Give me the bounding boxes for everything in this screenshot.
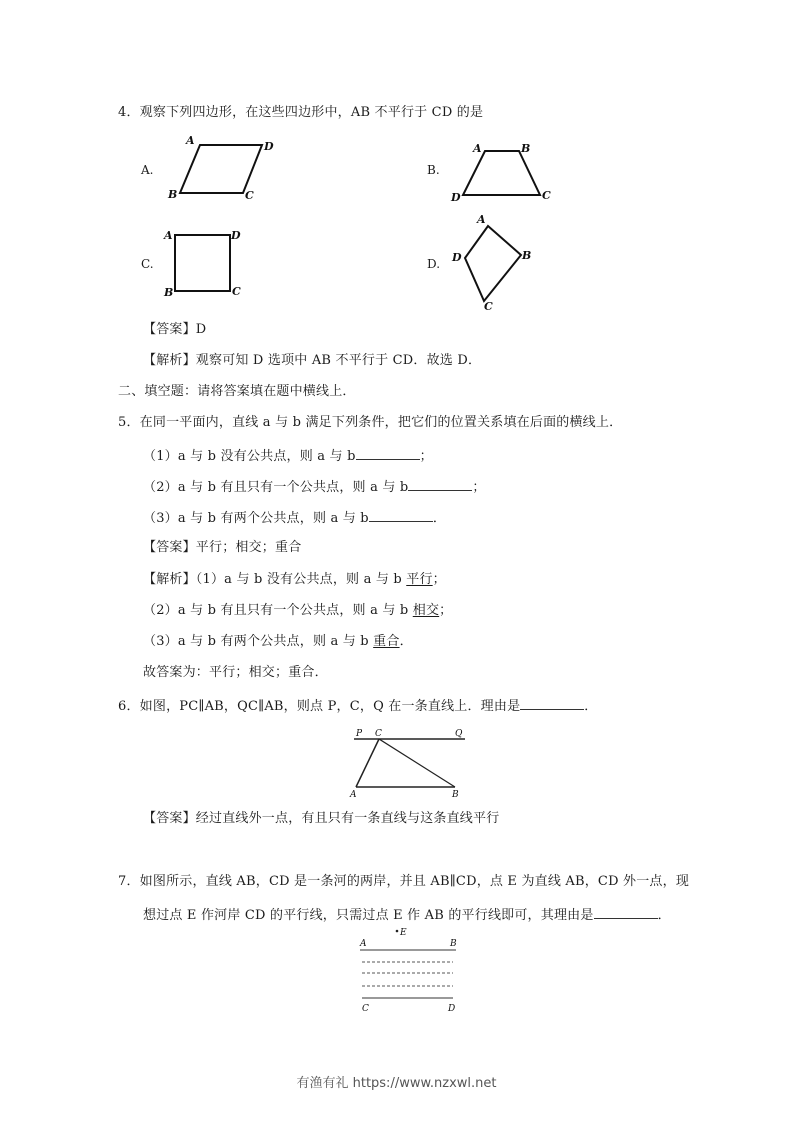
q5-item-2-text: （2）a 与 b 有且只有一个公共点，则 a 与 b — [143, 480, 409, 495]
q5-item-1-suffix: ； — [419, 449, 433, 464]
q4-analysis: 【解析】观察可知 D 选项中 AB 不平行于 CD．故选 D． — [143, 353, 482, 368]
q5-item-3-suffix: ． — [432, 511, 447, 526]
q6-stem-text: 6．如图，PC∥AB，QC∥AB，则点 P，C，Q 在一条直线上．理由是 — [118, 699, 521, 714]
q6-stem-end: ． — [584, 699, 598, 714]
q5-analysis-2-text: （2）a 与 b 有且只有一个公共点，则 a 与 b — [143, 603, 413, 618]
q5-analysis-1-suffix: ； — [432, 572, 446, 587]
q6-label-p: P — [356, 729, 363, 739]
q5-analysis-1 — [143, 572, 446, 588]
svg-text:A: A — [477, 213, 486, 226]
q5-analysis-3-suffix: ． — [399, 634, 413, 649]
q6-label-a: A — [350, 790, 357, 800]
svg-text:B: B — [522, 249, 532, 262]
svg-text:C: C — [232, 285, 241, 298]
q4-option-a-label: A. — [141, 163, 154, 177]
svg-text:A: A — [164, 229, 173, 242]
q5-item-1 — [143, 447, 433, 465]
svg-text:A: A — [473, 142, 482, 155]
q5-item-2-suffix: ； — [472, 480, 486, 495]
q5-analysis-2 — [143, 603, 452, 619]
q5-conclusion: 故答案为：平行；相交；重合． — [143, 665, 328, 680]
q5-answer: 【答案】平行；相交；重合 — [143, 540, 302, 555]
q6-stem — [118, 697, 597, 715]
q7-stem-line2-text: 想过点 E 作河岸 CD 的平行线，只需过点 E 作 AB 的平行线即可，其理由是 — [143, 908, 594, 923]
q5-item-1-text: （1）a 与 b 没有公共点，则 a 与 b — [143, 449, 356, 464]
q6-label-q: Q — [455, 729, 463, 739]
svg-text:D: D — [452, 251, 462, 264]
q5-item-1-blank[interactable] — [356, 447, 420, 460]
q6-label-c: C — [375, 729, 382, 739]
q7-label-c: C — [362, 1004, 369, 1014]
q7-blank[interactable] — [594, 906, 658, 919]
q4-option-c-label: C. — [141, 257, 154, 271]
q5-analysis-3-text: （3）a 与 b 有两个公共点，则 a 与 b — [143, 634, 374, 649]
q7-stem-line2 — [143, 906, 671, 924]
q4-stem: 4．观察下列四边形，在这些四边形中，AB 不平行于 CD 的是 — [118, 105, 484, 120]
svg-text:B: B — [168, 188, 178, 201]
q6-label-b: B — [452, 790, 459, 800]
q7-label-b: B — [450, 939, 457, 949]
q5-item-2 — [143, 478, 486, 496]
q5-item-3 — [143, 509, 446, 527]
q5-analysis-2-suffix: ； — [439, 603, 453, 618]
q5-analysis-1-fill: 平行 — [406, 572, 433, 587]
q6-answer: 【答案】经过直线外一点，有且只有一条直线与这条直线平行 — [143, 811, 500, 826]
section-heading-fill-in: 二、填空题：请将答案填在题中横线上． — [118, 384, 356, 399]
q4-option-d-label: D. — [427, 257, 441, 271]
svg-text:B: B — [521, 142, 531, 155]
q5-item-3-blank[interactable] — [369, 509, 433, 522]
svg-text:A: A — [186, 134, 195, 147]
q5-item-3-text: （3）a 与 b 有两个公共点，则 a 与 b — [143, 511, 369, 526]
q6-blank[interactable] — [520, 697, 584, 710]
svg-text:C: C — [542, 189, 551, 202]
q4-answer: 【答案】D — [143, 322, 207, 337]
q5-item-2-blank[interactable] — [408, 478, 472, 491]
q5-analysis-1-text: 【解析】（1）a 与 b 没有公共点，则 a 与 b — [143, 572, 407, 587]
svg-text:C: C — [245, 189, 254, 202]
q7-label-d: D — [448, 1004, 456, 1014]
svg-text:D: D — [264, 140, 274, 153]
svg-text:D: D — [231, 229, 241, 242]
q5-analysis-3-fill: 重合 — [373, 634, 400, 649]
q5-analysis-2-fill: 相交 — [412, 603, 440, 618]
footer-watermark: 有渔有礼 https://www.nzxwl.net — [296, 1076, 497, 1091]
svg-text:B: B — [164, 286, 174, 299]
q7-stem-end: ． — [657, 908, 671, 923]
q7-label-e: E — [400, 928, 407, 938]
q4-option-b-label: B. — [427, 163, 440, 177]
svg-text:C: C — [484, 300, 493, 313]
q7-stem-line1: 7．如图所示，直线 AB，CD 是一条河的两岸，并且 AB∥CD，点 E 为直线 AB，CD 外一点，现 — [118, 874, 690, 889]
q7-label-a: A — [360, 939, 367, 949]
q5-analysis-3 — [143, 634, 413, 650]
q5-stem: 5．在同一平面内，直线 a 与 b 满足下列条件，把它们的位置关系填在后面的横线上． — [118, 415, 623, 430]
svg-text:D: D — [451, 191, 461, 204]
